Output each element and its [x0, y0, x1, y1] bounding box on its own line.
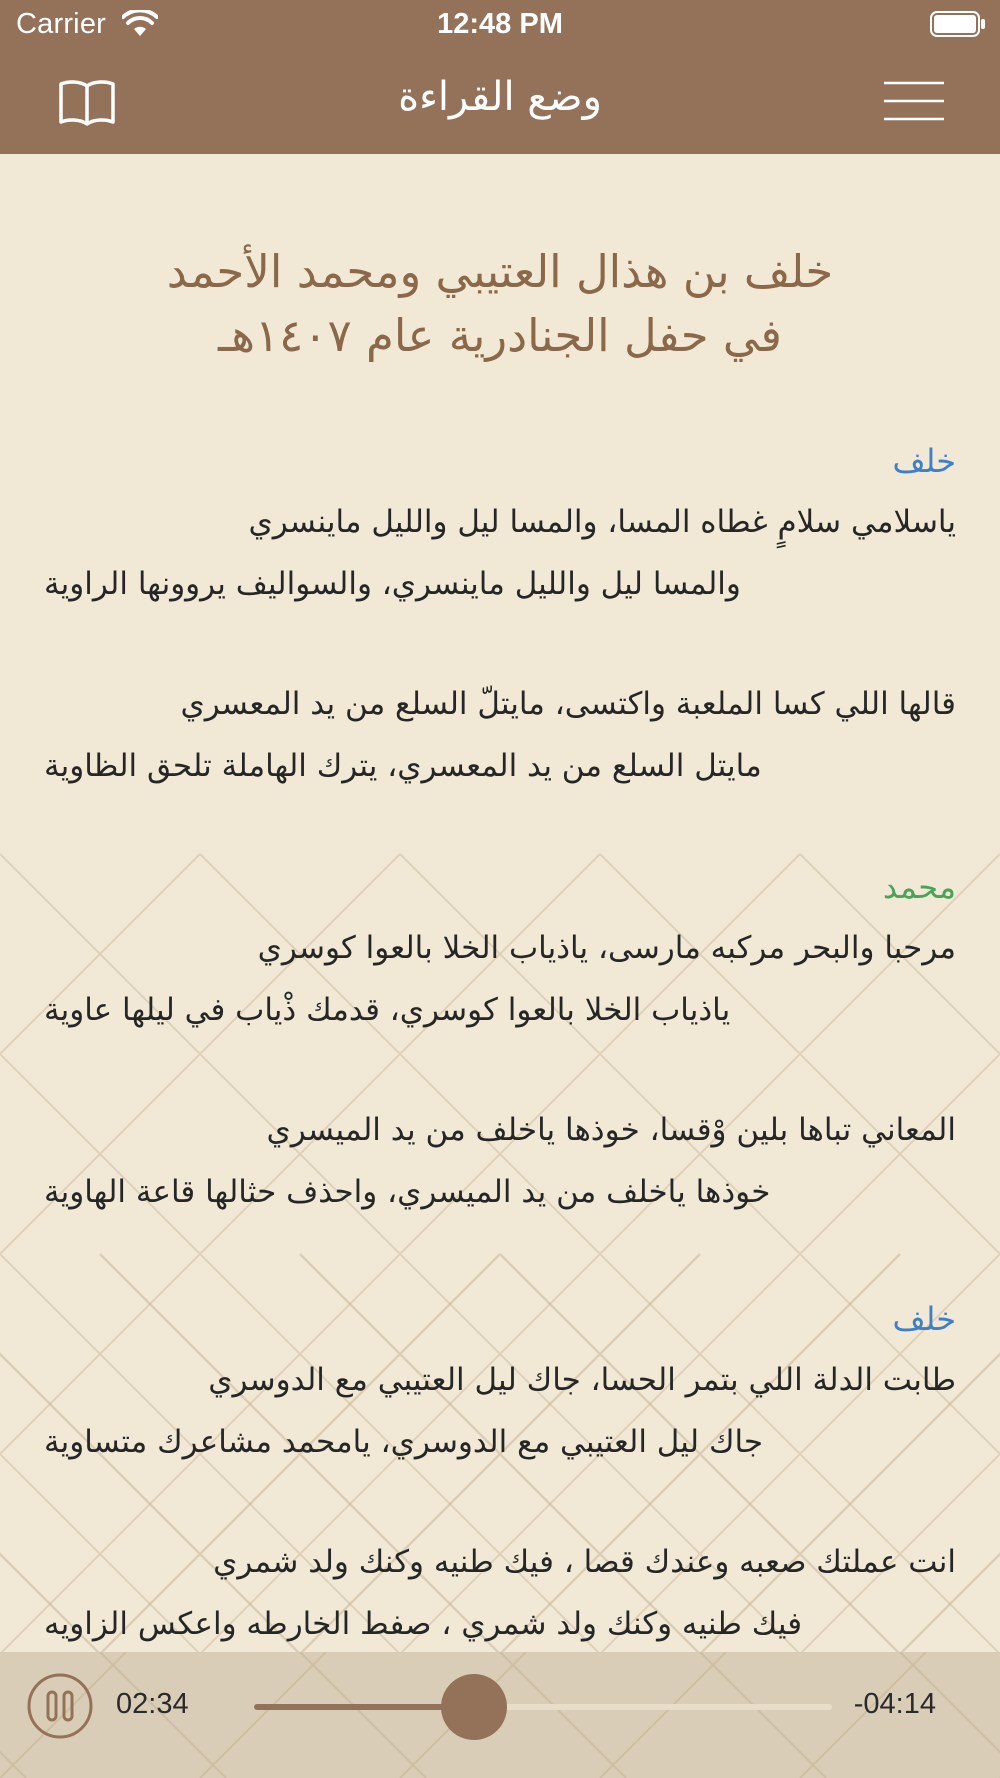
elapsed-time: 02:34	[116, 1688, 189, 1720]
poem-title	[0, 240, 1000, 368]
verse-line: مرحبا والبحر مركبه مارسى، ياذياب الخلا بالعوا كوسري	[257, 930, 956, 966]
nav-title: وضع القراءة	[398, 74, 602, 120]
speaker-name: خلف	[892, 1300, 956, 1338]
remaining-time: -04:14	[853, 1688, 936, 1720]
status-bar	[0, 0, 1000, 50]
progress-slider[interactable]	[254, 1704, 832, 1710]
verse-line: فيك طنيه وكنك ولد شمري ، صفط الخارطه واعكس الزاويه	[44, 1606, 803, 1642]
verse-line: مايتل السلع من يد المعسري، يترك الهاملة تلحق الظاوية	[44, 748, 762, 784]
verse-line: ياذياب الخلا بالعوا كوسري، قدمك ذْياب في ليلها عاوية	[44, 992, 731, 1028]
verse-line: قالها اللي كسا الملعبة واكتسى، مايتلّ السلع من يد المعسري	[180, 686, 956, 722]
verse-line: طابت الدلة اللي بتمر الحسا، جاك ليل العتيبي مع الدوسري	[208, 1362, 956, 1398]
menu-icon[interactable]	[884, 80, 944, 122]
speaker-name: محمد	[882, 868, 956, 906]
progress-thumb[interactable]	[441, 1674, 507, 1740]
battery-icon	[930, 11, 986, 37]
speaker-name: خلف	[892, 442, 956, 480]
pause-icon[interactable]	[26, 1672, 94, 1740]
poem-title-line-1: خلف بن هذال العتيبي ومحمد الأحمد	[166, 245, 834, 298]
verse-line: والمسا ليل والليل ماينسري، والسواليف يروونها الراوية	[44, 566, 741, 602]
status-time: 12:48 PM	[437, 8, 563, 40]
reading-content[interactable]	[0, 154, 1000, 1652]
nav-bar	[0, 50, 1000, 154]
carrier-label: Carrier	[16, 8, 107, 40]
poem-title-line-2: في حفل الجنادرية عام ١٤٠٧هـ	[218, 309, 782, 362]
verse-line: خوذها ياخلف من يد الميسري، واحذف حثالها قاعة الهاوية	[44, 1174, 771, 1210]
verse-line: ياسلامي سلامٍ غطاه المسا، والمسا ليل والليل ماينسري	[248, 504, 956, 540]
audio-player	[0, 1652, 1000, 1778]
verse-line: المعاني تباها بلين وْقسا، خوذها ياخلف من يد الميسري	[266, 1112, 956, 1148]
verse-line: جاك ليل العتيبي مع الدوسري، يامحمد مشاعرك متساوية	[44, 1424, 764, 1460]
verse-line: انت عملتك صعبه وعندك قصا ، فيك طنيه وكنك ولد شمري	[213, 1544, 956, 1580]
